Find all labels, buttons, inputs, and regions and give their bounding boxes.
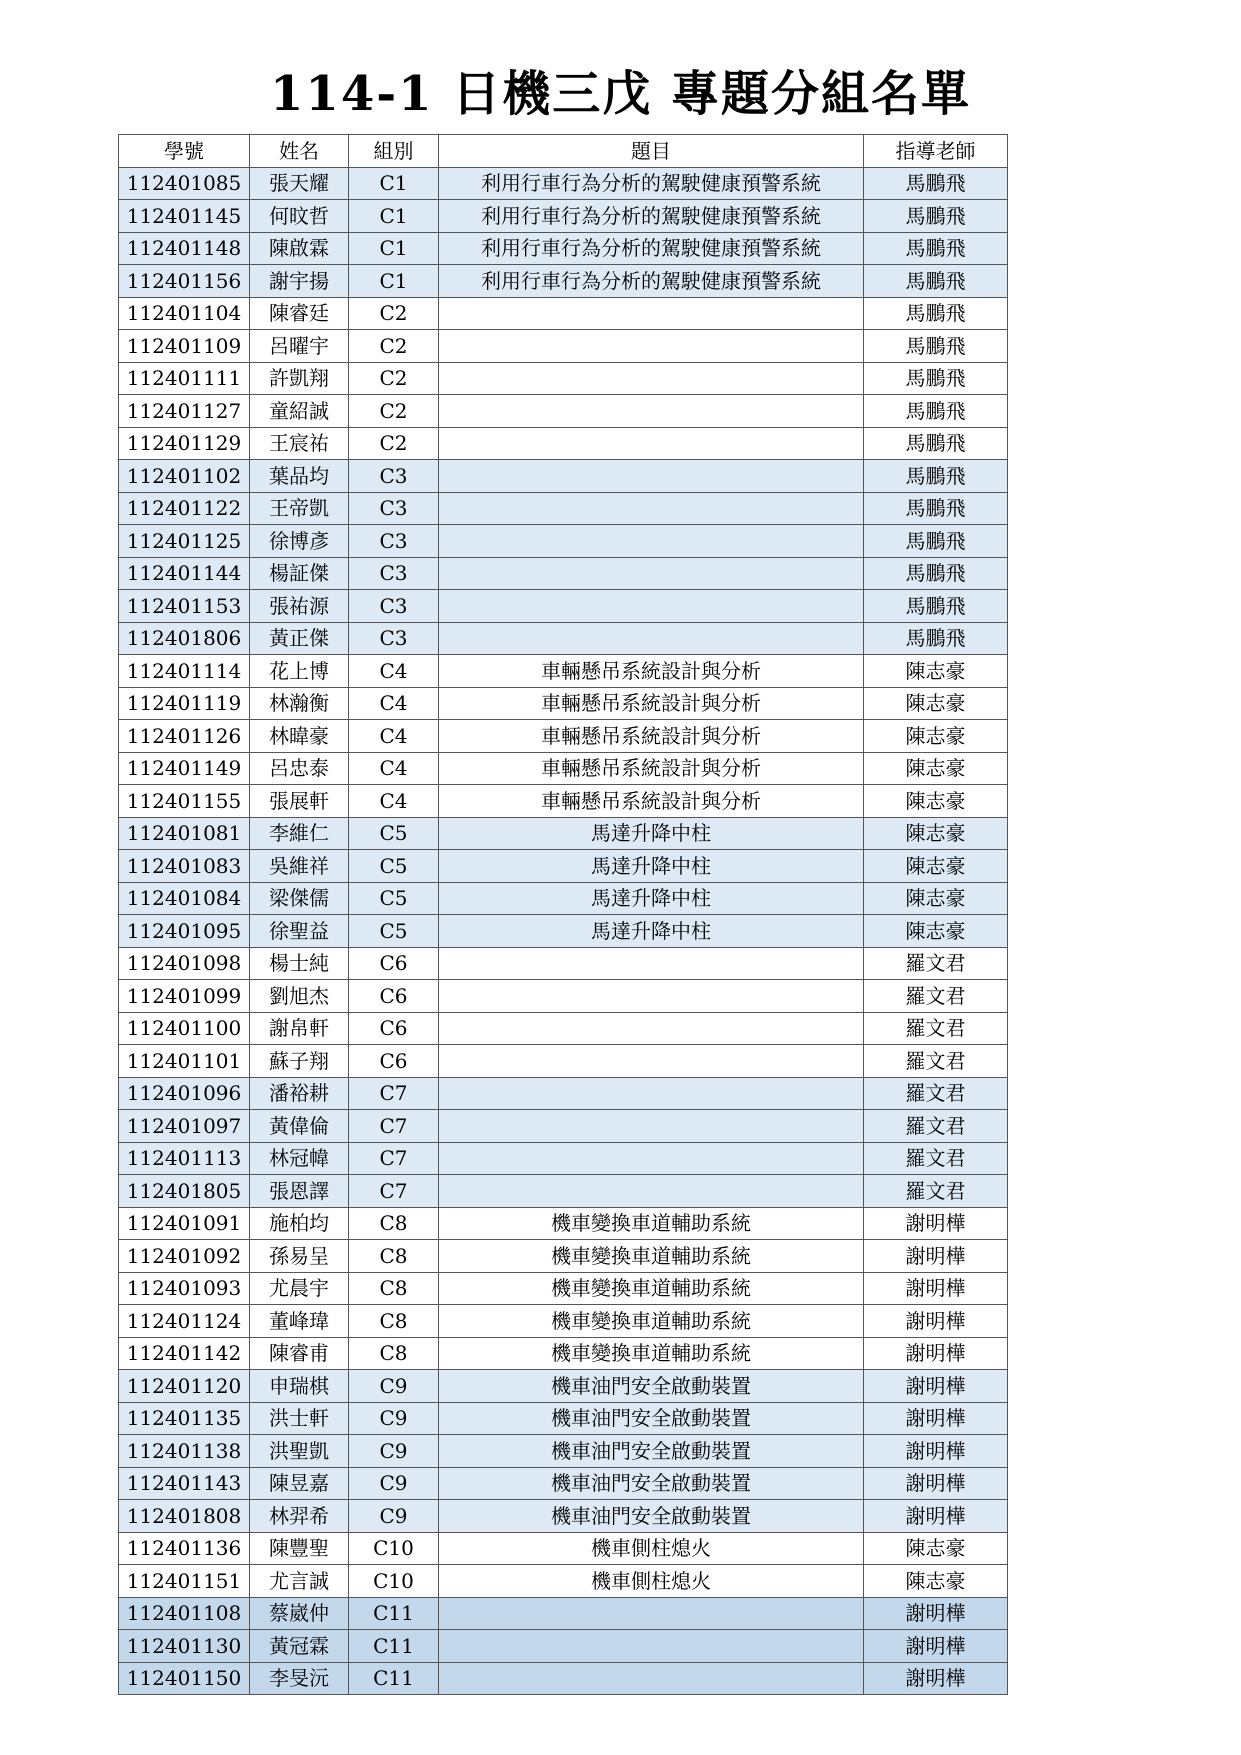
cell-advisor: 陳志豪: [864, 915, 1008, 948]
cell-group: C8: [349, 1305, 439, 1338]
cell-topic: 車輛懸吊系統設計與分析: [439, 655, 864, 688]
cell-advisor: 陳志豪: [864, 1532, 1008, 1565]
cell-student-id: 112401083: [119, 850, 250, 883]
cell-student-id: 112401125: [119, 525, 250, 558]
cell-group: C3: [349, 525, 439, 558]
cell-advisor: 陳志豪: [864, 850, 1008, 883]
cell-group: C5: [349, 915, 439, 948]
cell-group: C8: [349, 1272, 439, 1305]
cell-advisor: 馬鵬飛: [864, 395, 1008, 428]
cell-group: C4: [349, 785, 439, 818]
cell-advisor: 謝明樺: [864, 1240, 1008, 1273]
cell-name: 張展軒: [250, 785, 349, 818]
cell-advisor: 陳志豪: [864, 817, 1008, 850]
cell-advisor: 馬鵬飛: [864, 200, 1008, 233]
table-row: [119, 232, 1008, 265]
cell-name: 謝帛軒: [250, 1012, 349, 1045]
header-advisor: 指導老師: [864, 135, 1008, 168]
cell-advisor: 羅文君: [864, 947, 1008, 980]
cell-name: 尤晨宇: [250, 1272, 349, 1305]
cell-topic: [439, 1662, 864, 1695]
cell-advisor: 陳志豪: [864, 687, 1008, 720]
cell-topic: [439, 980, 864, 1013]
cell-advisor: 謝明樺: [864, 1272, 1008, 1305]
table-row: [119, 1110, 1008, 1143]
table-row: [119, 1662, 1008, 1695]
cell-advisor: 謝明樺: [864, 1435, 1008, 1468]
cell-group: C9: [349, 1435, 439, 1468]
header-student-id: 學號: [119, 135, 250, 168]
table-row: [119, 330, 1008, 363]
cell-topic: 機車變換車道輔助系統: [439, 1305, 864, 1338]
table-row: [119, 525, 1008, 558]
table-row: [119, 167, 1008, 200]
cell-topic: [439, 1142, 864, 1175]
cell-advisor: 羅文君: [864, 1012, 1008, 1045]
cell-advisor: 馬鵬飛: [864, 427, 1008, 460]
cell-topic: 利用行車行為分析的駕駛健康預警系統: [439, 232, 864, 265]
cell-topic: 車輛懸吊系統設計與分析: [439, 752, 864, 785]
table-row: [119, 557, 1008, 590]
cell-topic: 利用行車行為分析的駕駛健康預警系統: [439, 200, 864, 233]
cell-student-id: 112401124: [119, 1305, 250, 1338]
cell-student-id: 112401155: [119, 785, 250, 818]
cell-group: C2: [349, 395, 439, 428]
cell-name: 洪士軒: [250, 1402, 349, 1435]
table-row: [119, 1435, 1008, 1468]
table-row: [119, 590, 1008, 623]
cell-topic: 機車側柱熄火: [439, 1532, 864, 1565]
cell-student-id: 112401129: [119, 427, 250, 460]
cell-advisor: 羅文君: [864, 1175, 1008, 1208]
cell-advisor: 馬鵬飛: [864, 460, 1008, 493]
cell-name: 楊証傑: [250, 557, 349, 590]
table-row: [119, 1077, 1008, 1110]
cell-name: 林瀚衡: [250, 687, 349, 720]
cell-advisor: 馬鵬飛: [864, 330, 1008, 363]
cell-group: C1: [349, 167, 439, 200]
cell-advisor: 謝明樺: [864, 1630, 1008, 1663]
table-row: [119, 817, 1008, 850]
table-row: [119, 947, 1008, 980]
cell-topic: [439, 1597, 864, 1630]
cell-advisor: 謝明樺: [864, 1207, 1008, 1240]
cell-group: C10: [349, 1532, 439, 1565]
cell-topic: 機車變換車道輔助系統: [439, 1272, 864, 1305]
cell-student-id: 112401156: [119, 265, 250, 298]
cell-topic: 機車油門安全啟動裝置: [439, 1370, 864, 1403]
cell-student-id: 112401142: [119, 1337, 250, 1370]
cell-topic: [439, 362, 864, 395]
cell-group: C11: [349, 1630, 439, 1663]
cell-name: 花上博: [250, 655, 349, 688]
cell-group: C9: [349, 1500, 439, 1533]
cell-name: 蔡崴仲: [250, 1597, 349, 1630]
cell-group: C10: [349, 1565, 439, 1598]
cell-name: 尤言誠: [250, 1565, 349, 1598]
cell-student-id: 112401144: [119, 557, 250, 590]
cell-name: 謝宇揚: [250, 265, 349, 298]
cell-topic: [439, 460, 864, 493]
cell-student-id: 112401135: [119, 1402, 250, 1435]
cell-advisor: 謝明樺: [864, 1370, 1008, 1403]
cell-topic: 車輛懸吊系統設計與分析: [439, 687, 864, 720]
cell-student-id: 112401149: [119, 752, 250, 785]
cell-topic: [439, 492, 864, 525]
table-row: [119, 1467, 1008, 1500]
cell-name: 陳睿甫: [250, 1337, 349, 1370]
cell-advisor: 陳志豪: [864, 785, 1008, 818]
cell-topic: 馬達升降中柱: [439, 915, 864, 948]
cell-topic: 車輛懸吊系統設計與分析: [439, 785, 864, 818]
cell-group: C11: [349, 1597, 439, 1630]
cell-advisor: 陳志豪: [864, 720, 1008, 753]
cell-group: C4: [349, 752, 439, 785]
header-name: 姓名: [250, 135, 349, 168]
cell-group: C7: [349, 1175, 439, 1208]
cell-name: 童紹誠: [250, 395, 349, 428]
cell-name: 楊士純: [250, 947, 349, 980]
cell-group: C5: [349, 882, 439, 915]
cell-group: C6: [349, 947, 439, 980]
table-row: [119, 622, 1008, 655]
cell-group: C6: [349, 1045, 439, 1078]
table-row: [119, 1402, 1008, 1435]
cell-advisor: 謝明樺: [864, 1662, 1008, 1695]
cell-topic: [439, 590, 864, 623]
cell-advisor: 馬鵬飛: [864, 492, 1008, 525]
header-group: 組別: [349, 135, 439, 168]
table-row: [119, 395, 1008, 428]
cell-student-id: 112401150: [119, 1662, 250, 1695]
cell-group: C9: [349, 1402, 439, 1435]
cell-student-id: 112401130: [119, 1630, 250, 1663]
cell-advisor: 馬鵬飛: [864, 525, 1008, 558]
cell-topic: 馬達升降中柱: [439, 850, 864, 883]
cell-topic: [439, 1110, 864, 1143]
cell-group: C3: [349, 622, 439, 655]
cell-name: 李維仁: [250, 817, 349, 850]
table-row: [119, 492, 1008, 525]
cell-group: C8: [349, 1240, 439, 1273]
cell-name: 林羿希: [250, 1500, 349, 1533]
cell-topic: [439, 1045, 864, 1078]
header-row: [119, 135, 1008, 168]
table-row: [119, 1500, 1008, 1533]
cell-advisor: 羅文君: [864, 1045, 1008, 1078]
cell-advisor: 羅文君: [864, 1110, 1008, 1143]
cell-name: 何旼哲: [250, 200, 349, 233]
cell-name: 施柏均: [250, 1207, 349, 1240]
cell-group: C2: [349, 362, 439, 395]
cell-student-id: 112401091: [119, 1207, 250, 1240]
table-row: [119, 1240, 1008, 1273]
cell-name: 王帝凱: [250, 492, 349, 525]
cell-name: 陳睿廷: [250, 297, 349, 330]
cell-name: 張恩譯: [250, 1175, 349, 1208]
cell-student-id: 112401119: [119, 687, 250, 720]
cell-student-id: 112401096: [119, 1077, 250, 1110]
cell-name: 董峰瑋: [250, 1305, 349, 1338]
table-row: [119, 1370, 1008, 1403]
cell-student-id: 112401104: [119, 297, 250, 330]
cell-group: C4: [349, 687, 439, 720]
cell-topic: 馬達升降中柱: [439, 817, 864, 850]
cell-student-id: 112401113: [119, 1142, 250, 1175]
cell-name: 洪聖凱: [250, 1435, 349, 1468]
cell-group: C2: [349, 297, 439, 330]
cell-advisor: 馬鵬飛: [864, 167, 1008, 200]
cell-name: 李旻沅: [250, 1662, 349, 1695]
cell-student-id: 112401097: [119, 1110, 250, 1143]
cell-topic: 機車側柱熄火: [439, 1565, 864, 1598]
cell-student-id: 112401122: [119, 492, 250, 525]
cell-student-id: 112401109: [119, 330, 250, 363]
cell-group: C6: [349, 1012, 439, 1045]
table-row: [119, 1045, 1008, 1078]
table-row: [119, 1142, 1008, 1175]
cell-topic: 機車油門安全啟動裝置: [439, 1467, 864, 1500]
roster-table: [118, 134, 1008, 1695]
cell-student-id: 112401081: [119, 817, 250, 850]
table-row: [119, 1597, 1008, 1630]
cell-group: C4: [349, 720, 439, 753]
cell-advisor: 馬鵬飛: [864, 590, 1008, 623]
cell-topic: [439, 1630, 864, 1663]
cell-name: 徐聖益: [250, 915, 349, 948]
cell-name: 張天耀: [250, 167, 349, 200]
cell-topic: 利用行車行為分析的駕駛健康預警系統: [439, 265, 864, 298]
cell-advisor: 謝明樺: [864, 1305, 1008, 1338]
table-row: [119, 785, 1008, 818]
cell-group: C7: [349, 1110, 439, 1143]
cell-name: 許凱翔: [250, 362, 349, 395]
cell-topic: [439, 427, 864, 460]
cell-student-id: 112401136: [119, 1532, 250, 1565]
cell-name: 申瑞棋: [250, 1370, 349, 1403]
cell-topic: [439, 622, 864, 655]
table-row: [119, 1532, 1008, 1565]
cell-group: C9: [349, 1467, 439, 1500]
cell-group: C7: [349, 1142, 439, 1175]
table-row: [119, 1272, 1008, 1305]
cell-name: 梁傑儒: [250, 882, 349, 915]
cell-topic: [439, 1175, 864, 1208]
roster-body: [119, 167, 1008, 1695]
cell-group: C11: [349, 1662, 439, 1695]
cell-student-id: 112401126: [119, 720, 250, 753]
table-row: [119, 1305, 1008, 1338]
cell-name: 黃冠霖: [250, 1630, 349, 1663]
cell-student-id: 112401805: [119, 1175, 250, 1208]
table-row: [119, 752, 1008, 785]
cell-student-id: 112401084: [119, 882, 250, 915]
cell-name: 葉品均: [250, 460, 349, 493]
cell-topic: 機車油門安全啟動裝置: [439, 1500, 864, 1533]
cell-topic: 利用行車行為分析的駕駛健康預警系統: [439, 167, 864, 200]
cell-name: 劉旭杰: [250, 980, 349, 1013]
cell-group: C6: [349, 980, 439, 1013]
cell-topic: [439, 1012, 864, 1045]
cell-student-id: 112401100: [119, 1012, 250, 1045]
cell-name: 陳昱嘉: [250, 1467, 349, 1500]
cell-student-id: 112401095: [119, 915, 250, 948]
cell-topic: [439, 947, 864, 980]
cell-group: C3: [349, 460, 439, 493]
cell-topic: [439, 395, 864, 428]
cell-advisor: 陳志豪: [864, 752, 1008, 785]
table-row: [119, 882, 1008, 915]
cell-topic: 機車油門安全啟動裝置: [439, 1402, 864, 1435]
cell-student-id: 112401808: [119, 1500, 250, 1533]
cell-name: 林暐豪: [250, 720, 349, 753]
cell-student-id: 112401145: [119, 200, 250, 233]
cell-group: C1: [349, 265, 439, 298]
cell-advisor: 馬鵬飛: [864, 362, 1008, 395]
table-row: [119, 1207, 1008, 1240]
cell-advisor: 羅文君: [864, 1077, 1008, 1110]
cell-student-id: 112401153: [119, 590, 250, 623]
cell-name: 蘇子翔: [250, 1045, 349, 1078]
cell-topic: 車輛懸吊系統設計與分析: [439, 720, 864, 753]
cell-student-id: 112401111: [119, 362, 250, 395]
header-topic: 題目: [439, 135, 864, 168]
cell-topic: 機車油門安全啟動裝置: [439, 1435, 864, 1468]
cell-student-id: 112401143: [119, 1467, 250, 1500]
cell-group: C7: [349, 1077, 439, 1110]
table-row: [119, 460, 1008, 493]
cell-advisor: 謝明樺: [864, 1402, 1008, 1435]
cell-topic: 馬達升降中柱: [439, 882, 864, 915]
table-row: [119, 297, 1008, 330]
table-row: [119, 915, 1008, 948]
cell-group: C3: [349, 590, 439, 623]
cell-student-id: 112401092: [119, 1240, 250, 1273]
cell-group: C8: [349, 1207, 439, 1240]
table-row: [119, 850, 1008, 883]
table-row: [119, 655, 1008, 688]
table-row: [119, 687, 1008, 720]
cell-advisor: 馬鵬飛: [864, 265, 1008, 298]
cell-student-id: 112401114: [119, 655, 250, 688]
cell-advisor: 陳志豪: [864, 655, 1008, 688]
table-row: [119, 1630, 1008, 1663]
cell-group: C2: [349, 330, 439, 363]
cell-group: C1: [349, 232, 439, 265]
cell-name: 吳維祥: [250, 850, 349, 883]
page-title: 114-1 日機三戊 專題分組名單: [270, 66, 971, 122]
cell-topic: 機車變換車道輔助系統: [439, 1337, 864, 1370]
cell-advisor: 馬鵬飛: [864, 557, 1008, 590]
cell-student-id: 112401085: [119, 167, 250, 200]
cell-group: C5: [349, 850, 439, 883]
cell-group: C3: [349, 492, 439, 525]
cell-name: 張祐源: [250, 590, 349, 623]
cell-student-id: 112401120: [119, 1370, 250, 1403]
cell-group: C1: [349, 200, 439, 233]
cell-group: C9: [349, 1370, 439, 1403]
cell-student-id: 112401098: [119, 947, 250, 980]
table-row: [119, 362, 1008, 395]
cell-student-id: 112401138: [119, 1435, 250, 1468]
cell-name: 黃偉倫: [250, 1110, 349, 1143]
table-row: [119, 720, 1008, 753]
cell-student-id: 112401151: [119, 1565, 250, 1598]
cell-topic: [439, 330, 864, 363]
cell-group: C3: [349, 557, 439, 590]
cell-name: 黃正傑: [250, 622, 349, 655]
cell-name: 林冠幃: [250, 1142, 349, 1175]
cell-advisor: 馬鵬飛: [864, 622, 1008, 655]
cell-advisor: 羅文君: [864, 1142, 1008, 1175]
cell-advisor: 馬鵬飛: [864, 232, 1008, 265]
cell-group: C8: [349, 1337, 439, 1370]
table-row: [119, 427, 1008, 460]
cell-name: 陳豐聖: [250, 1532, 349, 1565]
cell-advisor: 馬鵬飛: [864, 297, 1008, 330]
cell-student-id: 112401806: [119, 622, 250, 655]
cell-student-id: 112401093: [119, 1272, 250, 1305]
cell-advisor: 謝明樺: [864, 1467, 1008, 1500]
cell-name: 徐博彥: [250, 525, 349, 558]
table-row: [119, 200, 1008, 233]
table-row: [119, 1012, 1008, 1045]
table-row: [119, 1175, 1008, 1208]
cell-student-id: 112401148: [119, 232, 250, 265]
cell-name: 呂忠泰: [250, 752, 349, 785]
cell-name: 潘裕耕: [250, 1077, 349, 1110]
cell-name: 呂曜宇: [250, 330, 349, 363]
cell-student-id: 112401099: [119, 980, 250, 1013]
cell-advisor: 陳志豪: [864, 1565, 1008, 1598]
table-row: [119, 265, 1008, 298]
cell-topic: [439, 557, 864, 590]
cell-student-id: 112401108: [119, 1597, 250, 1630]
cell-topic: [439, 297, 864, 330]
table-row: [119, 1565, 1008, 1598]
cell-student-id: 112401127: [119, 395, 250, 428]
cell-group: C2: [349, 427, 439, 460]
cell-topic: [439, 1077, 864, 1110]
cell-advisor: 陳志豪: [864, 882, 1008, 915]
cell-group: C5: [349, 817, 439, 850]
cell-name: 陳啟霖: [250, 232, 349, 265]
cell-name: 孫易呈: [250, 1240, 349, 1273]
cell-advisor: 謝明樺: [864, 1337, 1008, 1370]
cell-advisor: 羅文君: [864, 980, 1008, 1013]
cell-topic: [439, 525, 864, 558]
cell-topic: 機車變換車道輔助系統: [439, 1240, 864, 1273]
cell-topic: 機車變換車道輔助系統: [439, 1207, 864, 1240]
cell-student-id: 112401101: [119, 1045, 250, 1078]
table-row: [119, 980, 1008, 1013]
cell-advisor: 謝明樺: [864, 1597, 1008, 1630]
cell-student-id: 112401102: [119, 460, 250, 493]
table-row: [119, 1337, 1008, 1370]
cell-name: 王宸祐: [250, 427, 349, 460]
cell-group: C4: [349, 655, 439, 688]
cell-advisor: 謝明樺: [864, 1500, 1008, 1533]
